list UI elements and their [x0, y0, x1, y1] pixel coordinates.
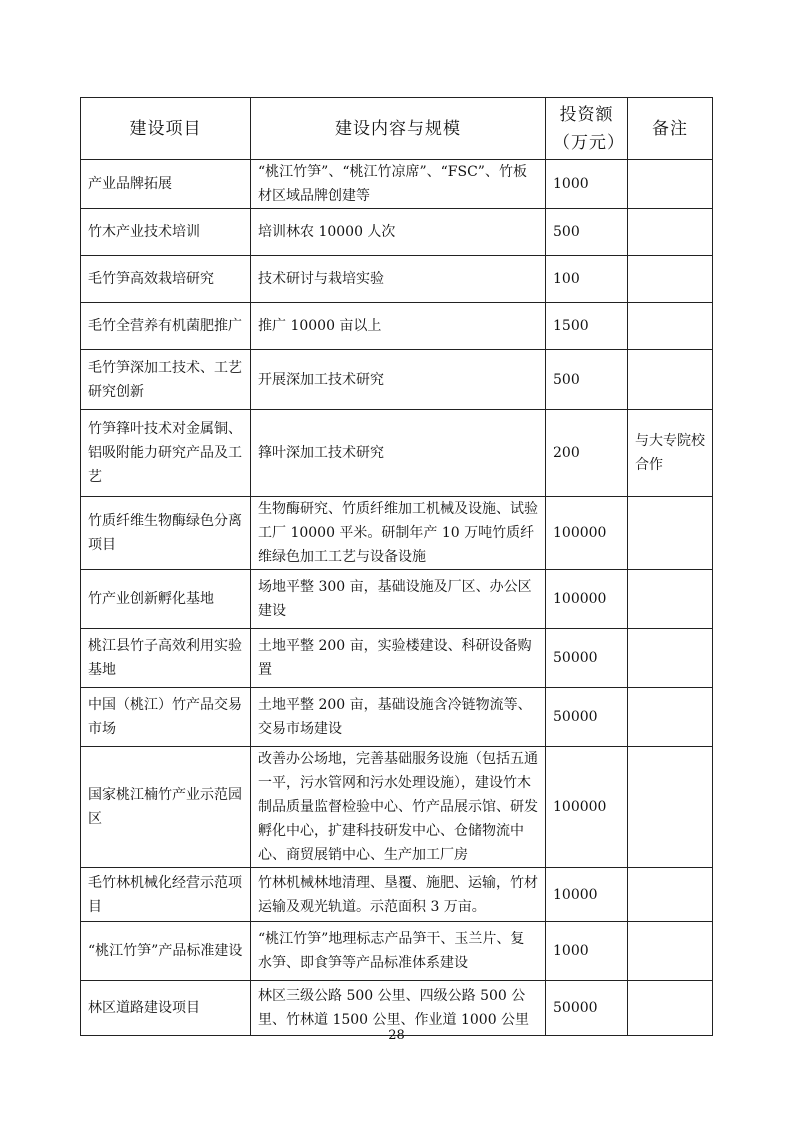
- cell-content: “桃江竹笋”、“桃江竹凉席”、“FSC”、竹板材区域品牌创建等: [251, 160, 546, 209]
- cell-project: 林区道路建设项目: [81, 981, 251, 1036]
- cell-remark: 与大专院校合作: [628, 410, 713, 497]
- cell-investment: 50000: [546, 688, 628, 747]
- cell-content: 培训林农 10000 人次: [251, 209, 546, 256]
- table-row: [81, 256, 713, 303]
- cell-investment: 100000: [546, 497, 628, 570]
- cell-content: 改善办公场地，完善基础服务设施（包括五通一平，污水管网和污水处理设施），建设竹木制品质量监督检验中心、竹产品展示馆、研发孵化中心，扩建科技研发中心、仓储物流中心、商贸展销中心、生产加工厂房: [251, 747, 546, 868]
- cell-investment: 500: [546, 209, 628, 256]
- cell-project: “桃江竹笋”产品标准建设: [81, 922, 251, 981]
- table-row: [81, 629, 713, 688]
- cell-content: 土地平整 200 亩，实验楼建设、科研设备购置: [251, 629, 546, 688]
- cell-project: 毛竹笋深加工技术、工艺研究创新: [81, 350, 251, 410]
- cell-investment: 1000: [546, 922, 628, 981]
- cell-content: 林区三级公路 500 公里、四级公路 500 公里、竹林道 1500 公里、作业道 1000 公里: [251, 981, 546, 1036]
- cell-remark: [628, 868, 713, 922]
- table-header-row: [81, 98, 713, 160]
- cell-investment: 500: [546, 350, 628, 410]
- cell-content: 竹林机械林地清理、垦覆、施肥、运输，竹材运输及观光轨道。示范面积 3 万亩。: [251, 868, 546, 922]
- page-number: 28: [388, 1028, 405, 1043]
- cell-project: 中国（桃江）竹产品交易市场: [81, 688, 251, 747]
- cell-investment: 100: [546, 256, 628, 303]
- cell-project: 毛竹全营养有机菌肥推广: [81, 303, 251, 350]
- header-investment: 投资额（万元）: [546, 98, 628, 160]
- cell-project: 竹产业创新孵化基地: [81, 570, 251, 629]
- cell-content: 箨叶深加工技术研究: [251, 410, 546, 497]
- table-row: [81, 209, 713, 256]
- cell-remark: [628, 350, 713, 410]
- cell-investment: 1000: [546, 160, 628, 209]
- cell-project: 竹质纤维生物酶绿色分离项目: [81, 497, 251, 570]
- cell-investment: 1500: [546, 303, 628, 350]
- cell-investment: 50000: [546, 981, 628, 1036]
- cell-remark: [628, 256, 713, 303]
- table-row: [81, 160, 713, 209]
- cell-remark: [628, 747, 713, 868]
- header-content: 建设内容与规模: [251, 98, 546, 160]
- cell-investment: 200: [546, 410, 628, 497]
- table-row: [81, 747, 713, 868]
- cell-content: 开展深加工技术研究: [251, 350, 546, 410]
- construction-projects-table: [80, 97, 713, 1036]
- table-row: [81, 410, 713, 497]
- cell-content: 土地平整 200 亩，基础设施含冷链物流等、交易市场建设: [251, 688, 546, 747]
- table-row: [81, 922, 713, 981]
- cell-remark: [628, 303, 713, 350]
- cell-project: 竹笋箨叶技术对金属铜、铝吸附能力研究产品及工艺: [81, 410, 251, 497]
- cell-remark: [628, 497, 713, 570]
- cell-content: 生物酶研究、竹质纤维加工机械及设施、试验工厂 10000 平米。研制年产 10 万吨竹质纤维绿色加工工艺与设备设施: [251, 497, 546, 570]
- cell-investment: 10000: [546, 868, 628, 922]
- cell-content: 推广 10000 亩以上: [251, 303, 546, 350]
- header-project: 建设项目: [81, 98, 251, 160]
- cell-remark: [628, 160, 713, 209]
- table-row: [81, 303, 713, 350]
- cell-investment: 50000: [546, 629, 628, 688]
- cell-content: “桃江竹笋”地理标志产品笋干、玉兰片、复水笋、即食笋等产品标准体系建设: [251, 922, 546, 981]
- cell-project: 毛竹林机械化经营示范项目: [81, 868, 251, 922]
- cell-remark: [628, 922, 713, 981]
- table-row: [81, 868, 713, 922]
- table-row: [81, 570, 713, 629]
- cell-remark: [628, 629, 713, 688]
- cell-remark: [628, 570, 713, 629]
- cell-investment: 100000: [546, 747, 628, 868]
- cell-project: 国家桃江楠竹产业示范园区: [81, 747, 251, 868]
- cell-remark: [628, 209, 713, 256]
- table-row: [81, 350, 713, 410]
- header-remark: 备注: [628, 98, 713, 160]
- cell-content: 技术研讨与栽培实验: [251, 256, 546, 303]
- cell-project: 毛竹笋高效栽培研究: [81, 256, 251, 303]
- cell-project: 产业品牌拓展: [81, 160, 251, 209]
- cell-project: 竹木产业技术培训: [81, 209, 251, 256]
- cell-investment: 100000: [546, 570, 628, 629]
- cell-project: 桃江县竹子高效利用实验基地: [81, 629, 251, 688]
- table-row: [81, 497, 713, 570]
- cell-remark: [628, 688, 713, 747]
- table-row: [81, 688, 713, 747]
- cell-content: 场地平整 300 亩，基础设施及厂区、办公区建设: [251, 570, 546, 629]
